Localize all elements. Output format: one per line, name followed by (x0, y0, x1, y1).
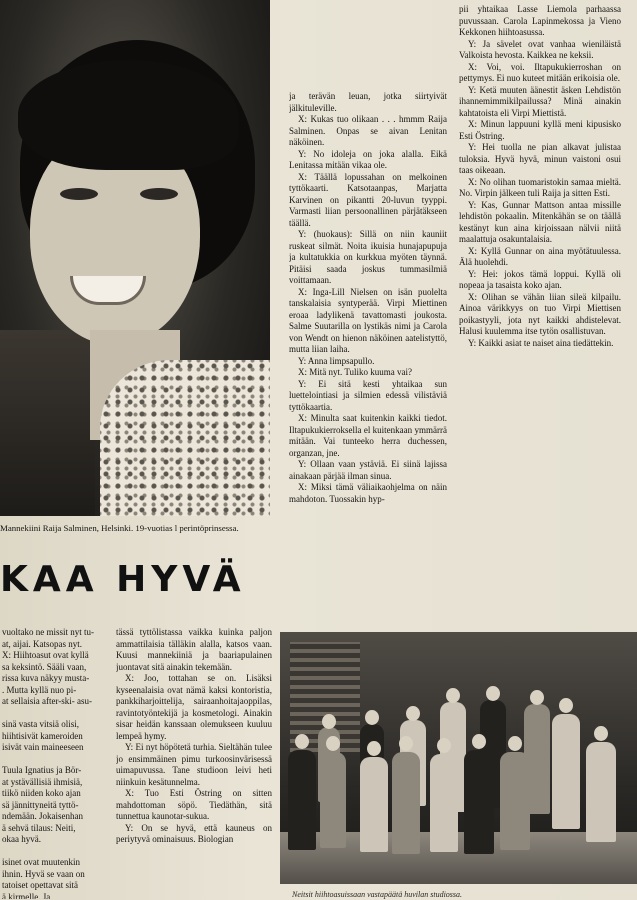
paragraph: X: Kukas tuo olikaan . . . hmmm Raija Salminen. Onpas se aivan Lenitan näköinen. (289, 114, 447, 147)
paragraph: Y: Kaikki asiat te naiset aina tiedättekin. (468, 337, 614, 348)
text-line: sinä vasta vitsiä olisi, (2, 719, 79, 729)
text-line: isinet ovat muutenkin (2, 857, 80, 867)
paragraph: pii yhtaikaa Lasse Liemola parhaassa puvussaan. Carola Lapinmekossa ja Vieno Kekkonen hiihtoasussa. (459, 4, 621, 37)
text-column-4 (116, 627, 272, 899)
paragraph: X: Minulta saat kuitenkin kaikki tiedot. Iltapukukierroksella el kuitenkaan ymmärrä mitään. Vai tunteeko herra duchessen, organzan, jne. (289, 413, 447, 458)
paragraph: X: Voi, voi. Iltapukukierroshan on pettymys. Ei nuo kuteet mitään erikoisia ole. (459, 61, 621, 83)
paragraph: Y: Ketä muuten äänestit äsken Lehdistön ihannemimmikilpailussa? Minä ainakin kahtatoista eli Virpi Miettistä. (459, 84, 621, 118)
text-line (2, 754, 102, 766)
text-column-2 (459, 4, 621, 536)
paragraph: Y: Hei: jokos tämä loppui. Kyllä oli nopeaa ja tasaista koko ajan. (459, 268, 621, 290)
paragraph: Y: Ja sävelet ovat vanhaa wieniläistä Valkoista hevosta. Kaikkea ne keksii. (459, 38, 621, 60)
paragraph: ja terävän leuan, jotka siirtyivät jälkituleville. (289, 91, 447, 113)
text-line: hiihtisivät kameroiden (2, 730, 83, 741)
text-line: rissa kuva näkyy musta- (2, 673, 90, 683)
paragraph: X: No olihan tuomaristokin samaa mieltä. No. Virpin jälkeen tuli Raija ja sitten Esti. (459, 176, 621, 198)
text-line: isivät vain maineeseen (2, 742, 84, 752)
group-photo (280, 632, 637, 884)
text-line: tiikö niiden koko ajan (2, 788, 81, 798)
paragraph: X: Olihan se vähän liian sileä kilpailu. Ainoa värikkyys on tuo Virpi Miettisen poikastyyli, jota nyt kaikki ahdistelevat. Halusi kuulemma itse tytön osallistuvan. (459, 291, 621, 336)
text-line: sä jännittyneitä tyttö- (2, 799, 79, 810)
text-line (2, 846, 102, 858)
paragraph: X: Kyllä Gunnar on aina myötätuulessa. Älä huolehdi. (459, 245, 621, 267)
portrait-photo (0, 0, 270, 516)
text-column-1 (289, 91, 447, 541)
paragraph: X: Minun lappuuni kyllä meni kipusisko Esti Östring. (459, 119, 621, 141)
paragraph: Y: Anna limpsapullo. (298, 355, 375, 366)
paragraph: X: Inga-Lill Nielsen on isän puolelta tanskalaisia syntyperää. Virpi Miettinen eroaa ladylikenä tavattomasti joukosta. Salme Suutarilla on lystikäs nimi ja Carola von Wendt on hienon näköinen aatelistyttö, mutta liian laiha. (289, 286, 447, 354)
text-line: Tuula Ignatius ja Bör- (2, 765, 82, 775)
text-line: at sellaisia after-ski- asu- (2, 696, 93, 706)
paragraph: X: Tuo Esti Östring on sitten mahdottoman söpö. Tiedäthän, sitä tunnettua kaunotar-sukua. (116, 788, 272, 821)
group-photo-caption: Neitsit hiihtoasuissaan vastapäätä huvilan studiossa. (292, 890, 463, 899)
text-line: . Mutta kyllä nuo pi- (2, 684, 77, 695)
paragraph: Y: Ollaan vaan ystäviä. Ei siinä lajissa ainakaan pärjää ilman sinua. (289, 459, 447, 481)
paragraph: Y: On se hyvä, että kauneus on periytyvä ominaisuus. Biologian (116, 822, 272, 844)
paragraph: Y: Ei nyt höpötetä turhia. Sieltähän tulee jo ensimmäinen pimu turkoosinvärisessä uimapuvussa. Tane studioon leivi heti niinkuin kesätunnelma. (116, 742, 272, 787)
text-line: sa keksintö. Sääli vaan, (2, 661, 87, 672)
text-column-3-cropped (2, 627, 102, 899)
text-line: at ystävällisiä ihmisiä, (2, 776, 83, 787)
paragraph: X: Täällä lopussahan on melkoinen tyttökaarti. Katsotaanpas, Marjatta Karvinen on pikantti 20-luvun tyyppi. Varmasti liian persoonallinen pärjätäkseen täällä. (289, 171, 447, 228)
paragraph: Y: Ei sitä kesti yhtaikaa sun luettelointiasi ja silmien edessä vilistäviä tyttökaartia. (289, 378, 447, 412)
text-line: ihnin. Hyvä se vaan on (2, 868, 85, 879)
text-line: vuoltako ne missit nyt tu- (2, 627, 94, 637)
paragraph: X: Mitä nyt. Tuliko kuuma vai? (298, 367, 413, 377)
paragraph: Y: Kas, Gunnar Mattson antaa missille lehdistön pokaalin. Mitenkähän se on täällä kestänyt kun aina kirjoissaan nälvii niitä maalattuja osakuntalaisia. (459, 199, 621, 244)
paragraph: Y: No idoleja on joka alalla. Eikä Lenitassa mitään vikaa ole. (289, 148, 447, 170)
headline: KAA HYVÄ (0, 559, 246, 600)
text-line (2, 708, 102, 720)
text-line: ä sehvä tilaus: Neiti, (2, 822, 76, 833)
text-line: ä kirmelle. Ja (2, 891, 51, 899)
photo-caption: Mannekiini Raija Salminen, Helsinki. 19-vuotias l perintöprinsessa. (0, 523, 239, 533)
paragraph: Y: Hei tuolla ne pian alkavat julistaa tuloksia. Hyvä hyvä, minun vaistoni osui taas oikeaan. (459, 142, 621, 175)
paragraph: X: Joo, tottahan se on. Lisäksi kyseenalaisia ovat nämä kaksi kontoristia, pankkiharjoittelija, sairaanhoitajaoppilas, ravintotyöntekijä ja kosmetologi. Ainakin sisar heidän kanssaan olemukseen kuuluu lempeä hymy. (116, 673, 272, 741)
paragraph: Y: (huokaus): Sillä on niin kauniit ruskeat silmät. Noita ikuisia hunajapupuja ja kultatukkia on kurkkua myöten täynnä. Pitäisi saada joskus tummasilmiä voittamaan. (289, 229, 447, 285)
text-line: X: Hiihtoasut ovat kyllä (2, 650, 89, 660)
paragraph: X: Miksi tämä väliaikaohjelma on näin mahdoton. Tuossakin hyp- (289, 482, 447, 504)
text-line: okaa hyvä. (2, 834, 41, 844)
text-line: at, aijai. Katsopas nyt. (2, 638, 82, 649)
text-line: tatoiset opettavat sitä (2, 880, 78, 890)
text-line: ndemään. Jokaisenhan (2, 811, 83, 821)
paragraph: tässä tyttölistassa vaikka kuinka paljon ammattilaisia tälläkin alalla, katsos vaan. Kuusi mannekiiniä ja baariapulainen juontavat sitä ainakin tekemään. (116, 627, 272, 672)
